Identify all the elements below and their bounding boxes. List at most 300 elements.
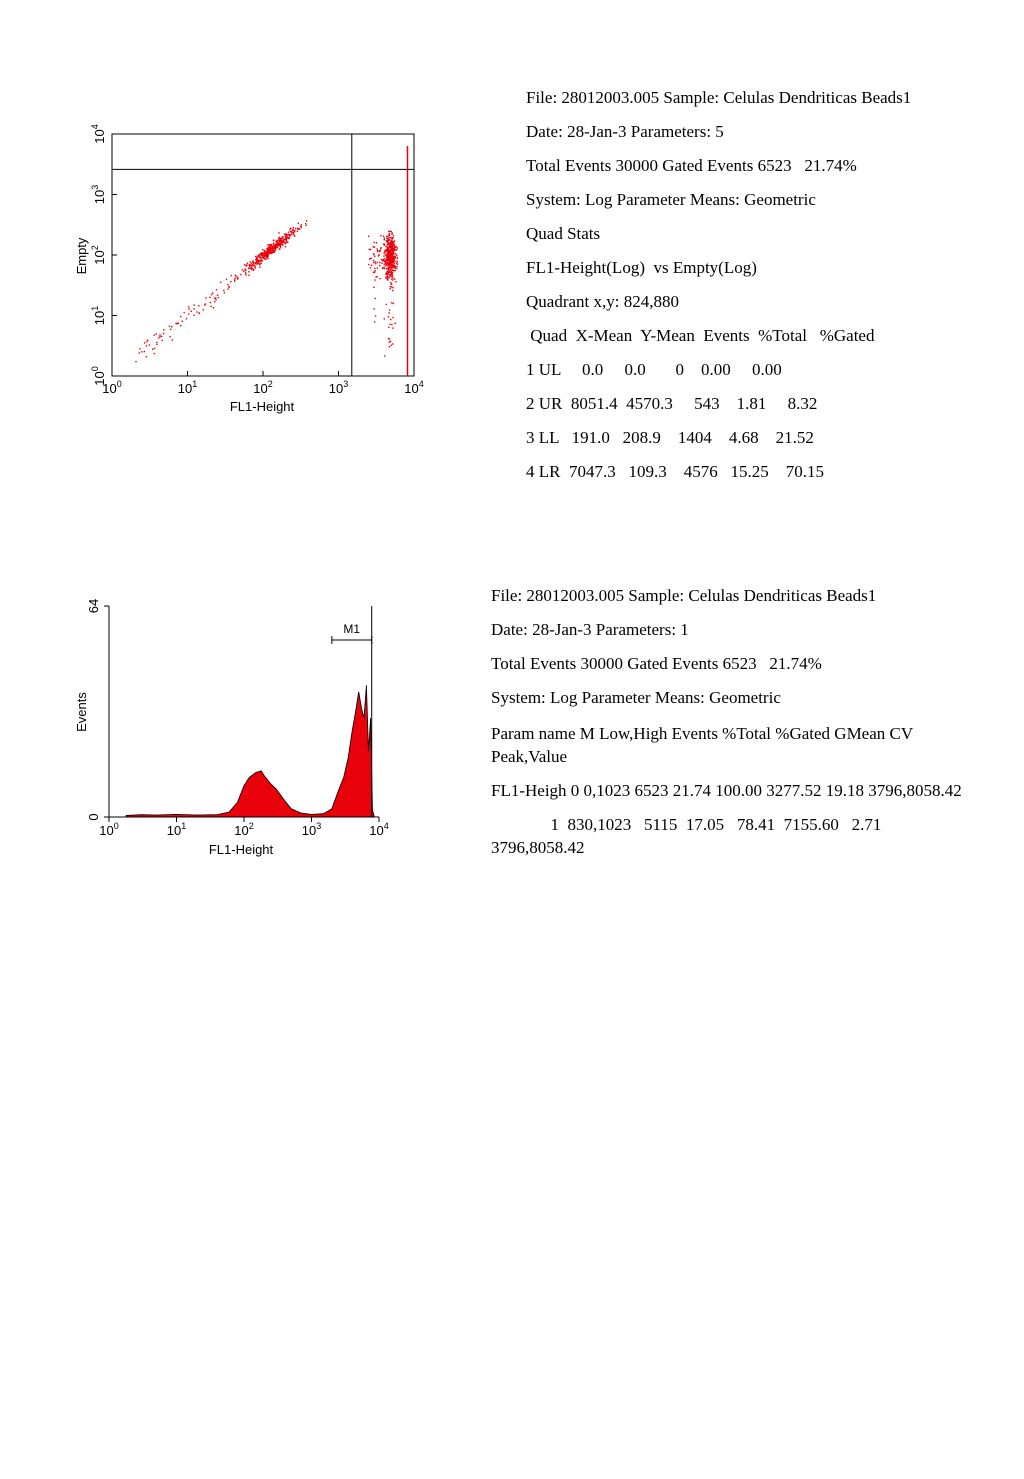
scatter-point	[291, 234, 292, 235]
scatter-point	[255, 263, 256, 264]
scatter-point	[182, 321, 183, 322]
scatter-point	[261, 257, 262, 258]
scatter-point	[375, 298, 376, 299]
scatter-point	[397, 260, 398, 261]
scatter-point	[139, 352, 140, 353]
scatter-point	[188, 313, 189, 314]
scatter-point	[158, 337, 159, 338]
scatter-point	[306, 220, 307, 221]
scatter-point	[258, 255, 259, 256]
scatter-point	[391, 286, 392, 287]
scatter-point	[391, 250, 392, 251]
scatter-point	[374, 256, 375, 257]
x-tick-label: $10^4$	[404, 379, 424, 396]
scatter-point	[279, 239, 280, 240]
stats-row: FL1-Heigh 0 0,1023 6523 21.74 100.00 3277.52 19.18 3796,8058.42	[491, 781, 962, 800]
scatter-point	[245, 274, 246, 275]
scatter-point	[393, 256, 394, 257]
scatter-point	[390, 269, 391, 270]
scatter-point	[154, 335, 155, 336]
scatter-point	[395, 281, 396, 282]
scatter-point	[384, 266, 385, 267]
scatter-point	[384, 318, 385, 319]
scatter-point	[289, 229, 290, 230]
scatter-point	[389, 274, 390, 275]
scatter-point	[390, 255, 391, 256]
scatter-point	[389, 271, 390, 272]
scatter-point	[270, 248, 271, 249]
scatter-point	[392, 287, 393, 288]
y-axis-ticks	[86, 599, 109, 821]
scatter-point	[147, 340, 148, 341]
scatter-point	[392, 275, 393, 276]
scatter-point	[387, 244, 388, 245]
scatter-point	[279, 237, 280, 238]
scatter-point	[263, 255, 264, 256]
scatter-point	[271, 244, 272, 245]
scatter-point	[293, 232, 294, 233]
scatter-point	[277, 247, 278, 248]
scatter-point	[245, 269, 246, 270]
scatter-point	[259, 264, 260, 265]
scatter-point	[394, 267, 395, 268]
x-tick-label: $10^2$	[234, 821, 254, 838]
stats-row: 2 UR 8051.4 4570.3 543 1.81 8.32	[526, 394, 818, 413]
scatter-point	[391, 253, 392, 254]
scatter-point	[385, 263, 386, 264]
scatter-point	[290, 231, 291, 232]
scatter-point	[205, 297, 206, 298]
scatter-point	[306, 225, 307, 226]
stats-line: File: 28012003.005 Sample: Celulas Dendriticas Beads1	[526, 88, 912, 107]
scatter-point	[377, 251, 378, 252]
scatter-point	[285, 246, 286, 247]
scatter-point	[391, 324, 392, 325]
scatter-point	[387, 257, 388, 258]
scatter-point	[391, 241, 392, 242]
scatter-point	[297, 231, 298, 232]
scatter-point	[255, 267, 256, 268]
scatter-point	[291, 232, 292, 233]
scatter-point	[386, 240, 387, 241]
scatter-point	[256, 259, 257, 260]
y-axis-label: Events	[74, 692, 89, 732]
scatter-point	[196, 311, 197, 312]
scatter-point	[389, 346, 390, 347]
scatter-point	[248, 271, 249, 272]
scatter-point	[169, 326, 170, 327]
scatter-point	[193, 305, 194, 306]
y-tick-label: 64	[86, 598, 101, 614]
scatter-point	[393, 267, 394, 268]
histogram-stats-panel	[491, 586, 969, 859]
scatter-point	[230, 275, 231, 276]
scatter-point	[251, 263, 252, 264]
scatter-point	[284, 234, 285, 235]
scatter-point	[384, 355, 385, 356]
scatter-point	[384, 239, 385, 240]
scatter-point	[389, 277, 390, 278]
scatter-point	[267, 256, 268, 257]
scatter-point	[235, 277, 236, 278]
scatter-point	[234, 279, 235, 280]
scatter-point	[273, 240, 274, 241]
scatter-point	[247, 263, 248, 264]
scatter-point	[211, 294, 212, 295]
scatter-point	[135, 361, 136, 362]
scatter-point	[392, 253, 393, 254]
scatter-point	[368, 264, 369, 265]
scatter-point	[386, 255, 387, 256]
scatter-point	[283, 239, 284, 240]
scatter-point	[384, 260, 385, 261]
scatter-point	[269, 253, 270, 254]
scatter-point	[254, 265, 255, 266]
scatter-point	[382, 268, 383, 269]
scatter-point	[286, 241, 287, 242]
scatter-point	[188, 308, 189, 309]
scatter-point	[375, 315, 376, 316]
scatter-point	[288, 234, 289, 235]
scatter-point	[390, 263, 391, 264]
scatter-point	[284, 242, 285, 243]
scatter-point	[388, 264, 389, 265]
scatter-point	[393, 265, 394, 266]
scatter-point	[218, 297, 219, 298]
scatter-point	[373, 308, 374, 309]
scatter-point	[374, 270, 375, 271]
stats-line: Quad Stats	[526, 224, 601, 243]
scatter-point	[390, 282, 391, 283]
scatter-point	[396, 268, 397, 269]
scatter-point	[198, 312, 199, 313]
scatter-point	[264, 258, 265, 259]
scatter-point	[376, 276, 377, 277]
scatter-point	[252, 264, 253, 265]
scatter-point	[391, 247, 392, 248]
scatter-point	[293, 233, 294, 234]
scatter-point	[389, 265, 390, 266]
scatter-point	[368, 236, 369, 237]
scatter-point	[180, 316, 181, 317]
scatter-point	[172, 339, 173, 340]
scatter-point	[393, 254, 394, 255]
scatter-point	[163, 333, 164, 334]
scatter-point	[389, 231, 390, 232]
stats-line: Quadrant x,y: 824,880	[526, 292, 679, 311]
scatter-point	[191, 311, 192, 312]
scatter-point	[268, 251, 269, 252]
scatter-point	[390, 286, 391, 287]
stats-row: 1 UL 0.0 0.0 0 0.00 0.00	[526, 360, 782, 379]
scatter-point	[389, 312, 390, 313]
scatter-point	[236, 276, 237, 277]
scatter-point	[244, 264, 245, 265]
quad-stats-panel	[526, 88, 911, 496]
scatter-point	[235, 275, 236, 276]
scatter-point	[389, 239, 390, 240]
scatter-point	[391, 259, 392, 260]
scatter-point	[279, 241, 280, 242]
scatter-point	[290, 228, 291, 229]
scatter-point	[251, 267, 252, 268]
scatter-point	[267, 244, 268, 245]
scatter-point	[396, 262, 397, 263]
scatter-point	[295, 228, 296, 229]
scatter-point	[175, 323, 176, 324]
scatter-point	[369, 258, 370, 259]
scatter-point	[386, 260, 387, 261]
scatter-point	[288, 237, 289, 238]
x-tick-label: $10^1$	[166, 821, 187, 838]
scatter-point	[261, 259, 262, 260]
scatter-point	[386, 273, 387, 274]
stats-line: File: 28012003.005 Sample: Celulas Dendriticas Beads1	[491, 586, 877, 605]
x-tick-label: $10^3$	[301, 821, 322, 838]
scatter-point	[390, 258, 391, 259]
scatter-point	[390, 319, 391, 320]
scatter-point	[293, 227, 294, 228]
scatter-point	[374, 321, 375, 322]
stats-header: Param name M Low,High Events %Total %Gated GMean CV Peak,Value	[491, 724, 913, 766]
stats-line: Date: 28-Jan-3 Parameters: 1	[491, 620, 689, 639]
scatter-point	[215, 299, 216, 300]
scatter-point	[388, 237, 389, 238]
scatter-point	[385, 265, 386, 266]
stats-line: Total Events 30000 Gated Events 6523 21.74%	[491, 654, 822, 673]
scatter-point	[370, 258, 371, 259]
scatter-point	[273, 250, 274, 251]
scatter-point	[253, 260, 254, 261]
stats-row: 4 LR 7047.3 109.3 4576 15.25 70.15	[526, 462, 824, 481]
scatter-point	[391, 233, 392, 234]
scatter-point	[214, 301, 215, 302]
scatter-point	[242, 269, 243, 270]
scatter-point	[180, 325, 181, 326]
scatter-point	[245, 273, 246, 274]
scatter-point	[252, 268, 253, 269]
scatter-point	[390, 288, 391, 289]
y-tick-label: $10^0$	[90, 366, 107, 386]
scatter-point	[389, 324, 390, 325]
scatter-point	[391, 345, 392, 346]
scatter-point	[280, 240, 281, 241]
scatter-point	[376, 242, 377, 243]
scatter-point	[373, 262, 374, 263]
scatter-point	[394, 278, 395, 279]
scatter-point	[386, 304, 387, 305]
scatter-point	[370, 267, 371, 268]
scatter-point	[209, 297, 210, 298]
scatter-point	[389, 233, 390, 234]
scatter-points	[135, 220, 398, 362]
scatter-point	[188, 306, 189, 307]
scatter-point	[186, 318, 187, 319]
scatter-point	[397, 258, 398, 259]
scatter-point	[144, 342, 145, 343]
scatter-point	[274, 246, 275, 247]
scatter-point	[269, 244, 270, 245]
scatter-point	[389, 342, 390, 343]
scatter-point	[152, 349, 153, 350]
scatter-point	[144, 351, 145, 352]
scatter-point	[394, 263, 395, 264]
scatter-point	[161, 336, 162, 337]
scatter-point	[224, 292, 225, 293]
scatter-point	[249, 268, 250, 269]
scatter-point	[228, 287, 229, 288]
scatter-point	[373, 260, 374, 261]
scatter-point	[230, 281, 231, 282]
y-axis-label: Empty	[74, 237, 89, 275]
scatter-point	[267, 258, 268, 259]
scatter-point	[227, 284, 228, 285]
scatter-point	[393, 245, 394, 246]
x-tick-label: $10^1$	[177, 379, 198, 396]
scatter-point	[379, 254, 380, 255]
scatter-point	[262, 260, 263, 261]
y-tick-label: $10^2$	[90, 245, 107, 265]
scatter-point	[248, 268, 249, 269]
scatter-point	[237, 278, 238, 279]
scatter-point	[396, 249, 397, 250]
histogram-chart	[0, 580, 470, 870]
scatter-point	[256, 261, 257, 262]
scatter-point	[156, 333, 157, 334]
scatter-point	[387, 236, 388, 237]
scatter-point	[389, 235, 390, 236]
scatter-point	[396, 266, 397, 267]
scatter-point	[370, 249, 371, 250]
scatter-point	[193, 308, 194, 309]
scatter-point	[374, 279, 375, 280]
scatter-point	[394, 258, 395, 259]
scatter-point	[223, 290, 224, 291]
stats-line: Total Events 30000 Gated Events 6523 21.74%	[526, 156, 857, 175]
scatter-point	[250, 264, 251, 265]
scatter-point	[388, 269, 389, 270]
scatter-point	[139, 348, 140, 349]
scatter-point	[267, 253, 268, 254]
stats-row: 1 830,1023 5115 17.05 78.41 7155.60 2.71 3796,8058.42	[491, 815, 890, 857]
scatter-point	[386, 277, 387, 278]
stats-line: System: Log Parameter Means: Geometric	[491, 688, 781, 707]
scatter-point	[280, 238, 281, 239]
scatter-point	[392, 237, 393, 238]
scatter-point	[210, 306, 211, 307]
scatter-point	[392, 290, 393, 291]
scatter-point	[253, 270, 254, 271]
x-axis-label: FL1-Height	[208, 842, 274, 857]
scatter-point	[154, 353, 155, 354]
scatter-point	[387, 276, 388, 277]
scatter-point	[282, 244, 283, 245]
scatter-point	[386, 257, 387, 258]
histogram-area	[126, 685, 374, 817]
scatter-point	[374, 247, 375, 248]
scatter-point	[288, 231, 289, 232]
scatter-point	[376, 248, 377, 249]
scatter-point	[169, 336, 170, 337]
scatter-point	[384, 237, 385, 238]
scatter-point	[256, 257, 257, 258]
scatter-point	[299, 228, 300, 229]
scatter-point	[396, 255, 397, 256]
scatter-point	[280, 247, 281, 248]
scatter-point	[273, 243, 274, 244]
x-axis-ticks	[102, 371, 423, 396]
scatter-point	[171, 326, 172, 327]
scatter-point	[396, 246, 397, 247]
scatter-point	[263, 253, 264, 254]
scatter-point	[248, 275, 249, 276]
scatter-point	[262, 257, 263, 258]
scatter-point	[382, 260, 383, 261]
scatter-point	[371, 265, 372, 266]
scatter-point	[392, 272, 393, 273]
scatter-point	[388, 260, 389, 261]
scatter-point	[385, 246, 386, 247]
scatter-point	[387, 268, 388, 269]
scatter-point	[380, 250, 381, 251]
y-tick-label: $10^1$	[90, 305, 107, 326]
scatter-point	[391, 245, 392, 246]
stats-line: Date: 28-Jan-3 Parameters: 5	[526, 122, 724, 141]
scatter-point	[234, 280, 235, 281]
scatter-point	[163, 329, 164, 330]
scatter-point	[156, 344, 157, 345]
scatter-point	[395, 256, 396, 257]
stats-line: System: Log Parameter Means: Geometric	[526, 190, 816, 209]
scatter-point	[388, 316, 389, 317]
scatter-point	[389, 253, 390, 254]
scatter-point	[278, 232, 279, 233]
x-tick-label: $10^2$	[253, 379, 273, 396]
scatter-point	[253, 263, 254, 264]
scatter-point	[159, 336, 160, 337]
scatter-point	[383, 255, 384, 256]
scatter-point	[388, 243, 389, 244]
scatter-point	[267, 254, 268, 255]
scatter-point	[251, 266, 252, 267]
scatter-point	[292, 229, 293, 230]
scatter-point	[388, 240, 389, 241]
scatter-point	[373, 287, 374, 288]
scatter-point	[390, 274, 391, 275]
scatter-point	[383, 236, 384, 237]
scatter-point	[227, 288, 228, 289]
scatter-point	[285, 238, 286, 239]
scatter-point	[294, 235, 295, 236]
stats-line: FL1-Height(Log) vs Empty(Log)	[526, 258, 757, 277]
scatter-point	[267, 249, 268, 250]
scatter-point	[374, 242, 375, 243]
scatter-point	[392, 265, 393, 266]
marker-label: M1	[343, 622, 361, 636]
scatter-point	[198, 305, 199, 306]
scatter-point	[282, 242, 283, 243]
scatter-point	[184, 312, 185, 313]
scatter-point	[249, 266, 250, 267]
scatter-point	[149, 344, 150, 345]
scatter-point	[392, 242, 393, 243]
scatter-point	[298, 228, 299, 229]
y-axis-ticks	[90, 124, 117, 385]
scatter-point	[285, 243, 286, 244]
scatter-point	[245, 270, 246, 271]
scatter-point	[177, 323, 178, 324]
x-tick-label: $10^0$	[99, 821, 119, 838]
